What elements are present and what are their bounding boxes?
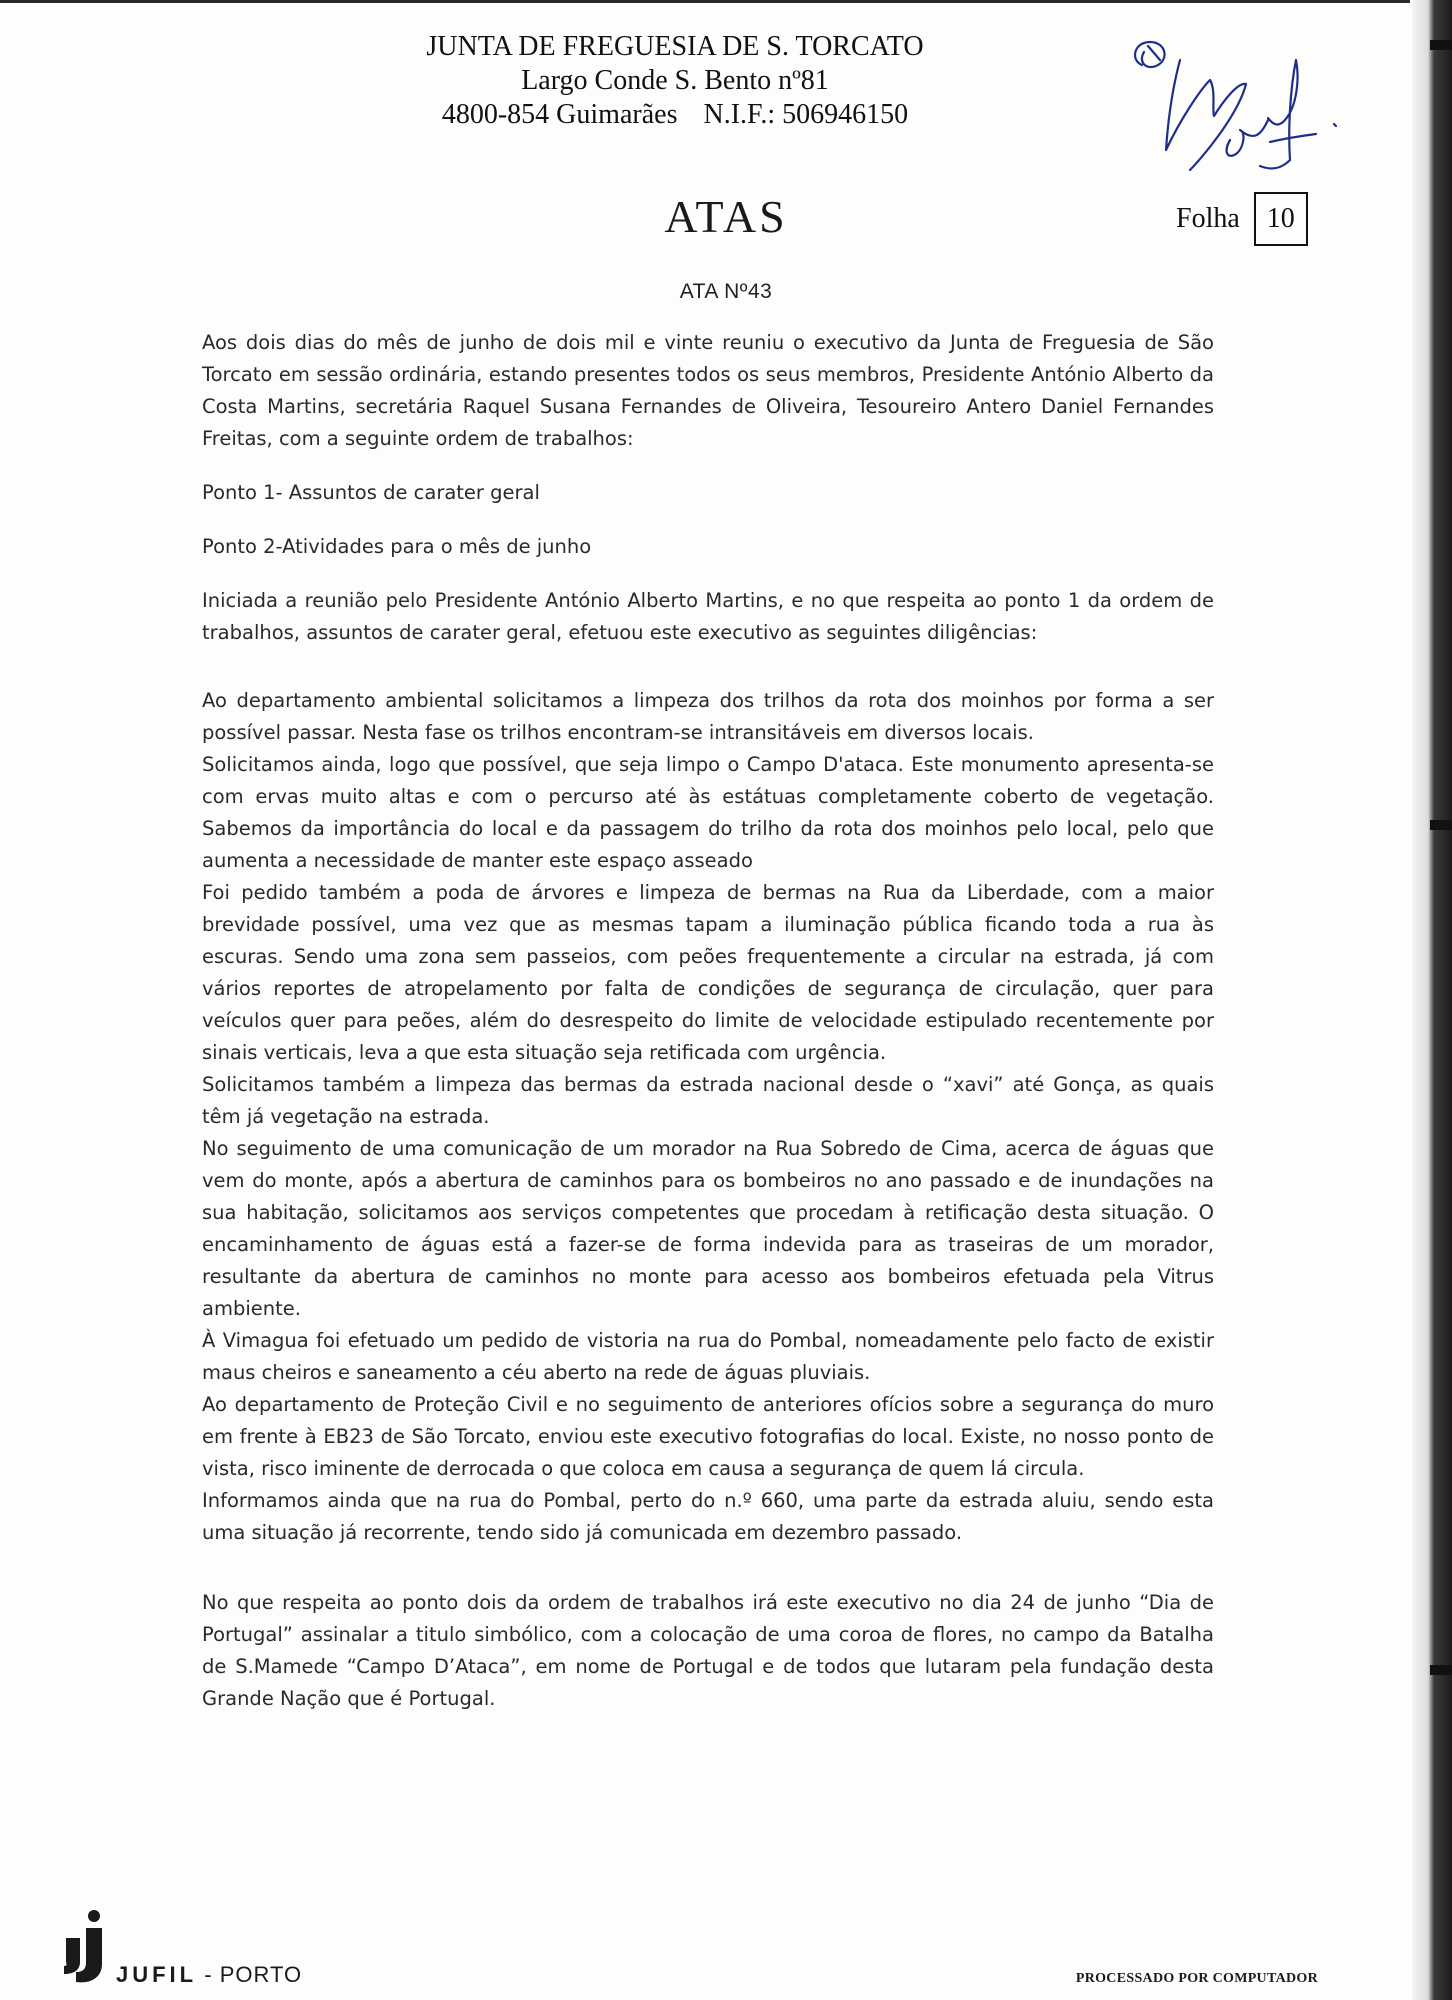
letterhead [360,30,990,132]
agenda-item: Ponto 2-Atividades para o mês de junho [202,535,592,558]
processed-by-computer: PROCESSADO POR COMPUTADOR [1075,1971,1318,1986]
diligence-paragraph: Solicitamos também a limpeza das bermas da estrada nacional desde o “xavi” até Gonça, as quais têm já vegetação na estrada. [202,1073,1214,1128]
minutes-body [202,327,1214,1715]
diligence-paragraph: No seguimento de uma comunicação de um morador na Rua Sobredo de Cima, acerca de águas que vem do monte, após a abertura de caminhos para os bombeiros no ano passado e de inundações na sua habitação, solicitamos aos serviços competentes que procedam à retificação desta situação. O encaminhamento de águas está a fazer-se de forma indevida para as traseiras de um morador, resultante da abertura de caminhos no monte para acesso aos bombeiros efetuada pela Vitrus ambiente. [202,1137,1214,1320]
diligences-list [202,685,1214,1549]
printer-brand [116,1962,302,1988]
diligence-paragraph: À Vimagua foi efetuado um pedido de vistoria na rua do Pombal, nomeadamente pelo facto de existir maus cheiros e saneamento a céu aberto na rede de águas pluviais. [202,1329,1214,1384]
sheet-number [1176,192,1308,246]
sheet-label: Folha [1176,203,1240,234]
printer-city: - PORTO [204,1962,303,1987]
jufil-logo-icon [48,1908,120,1984]
org-nif: N.I.F.: 506946150 [703,99,909,130]
org-city-nif [360,98,990,132]
printer-name: JUFIL [116,1962,198,1987]
diligence-paragraph: Informamos ainda que na rua do Pombal, perto do n.º 660, uma parte da estrada aluiu, sendo esta uma situação já recorrente, tendo sido já comunicada em dezembro passado. [202,1489,1214,1544]
org-address: Largo Conde S. Bento nº81 [521,65,829,96]
document-title: ATAS [664,191,788,242]
sheet-number-box: 10 [1254,192,1308,246]
meeting-start-paragraph: Iniciada a reunião pelo Presidente António Alberto Martins, e no que respeita ao ponto 1 da ordem de trabalhos, assuntos de carater geral, efetuou este executivo as seguintes diligências: [202,589,1214,644]
agenda-item: Ponto 1- Assuntos de carater geral [202,481,540,504]
org-name: JUNTA DE FREGUESIA DE S. TORCATO [426,31,924,62]
diligence-paragraph: Ao departamento ambiental solicitamos a limpeza dos trilhos da rota dos moinhos por forma a ser possível passar. Nesta fase os trilhos encontram-se intransitáveis em diversos locais. [202,689,1214,744]
diligence-paragraph: Ao departamento de Proteção Civil e no seguimento de anteriores ofícios sobre a segurança do muro em frente à EB23 de São Torcato, enviou este executivo fotografias do local. Existe, no nosso ponto de vista, risco iminente de derrocada o que coloca em causa a segurança de quem lá circula. [202,1393,1214,1480]
handwritten-signature [1120,20,1380,190]
org-city: 4800-854 Guimarães [441,99,678,130]
intro-paragraph: Aos dois dias do mês de junho de dois mil e vinte reuniu o executivo da Junta de Freguesia de São Torcato em sessão ordinária, estando presentes todos os seus membros, Presidente António Alberto da Costa Martins, secretária Raquel Susana Fernandes de Oliveira, Tesoureiro Antero Daniel Fernandes Freitas, com a seguinte ordem de trabalhos: [202,331,1214,450]
scan-top-edge [0,0,1410,3]
diligence-paragraph: Foi pedido também a poda de árvores e limpeza de bermas na Rua da Liberdade, com a maior brevidade possível, uma vez que as mesmas tapam a iluminação pública ficando toda a rua às escuras. Sendo uma zona sem passeios, com peões frequentemente a circular na estrada, já com vários reportes de atropelamento por falta de condições de segurança de circulação, quer para veículos quer para peões, além do desrespeito do limite de velocidade estipulado recentemente por sinais verticais, leva a que esta situação seja retificada com urgência. [202,881,1214,1064]
item-two-paragraph: No que respeita ao ponto dois da ordem de trabalhos irá este executivo no dia 24 de junho “Dia de Portugal” assinalar a titulo simbólico, com a colocação de uma coroa de flores, no campo da Batalha de S.Mamede “Campo D’Ataca”, em nome de Portugal e de todos que lutaram pela fundação desta Grande Nação que é Portugal. [202,1591,1214,1710]
edge-mark [1430,1665,1452,1675]
edge-mark [1430,40,1452,50]
edge-mark [1430,820,1452,830]
diligence-paragraph: Solicitamos ainda, logo que possível, que seja limpo o Campo D'ataca. Este monumento apresenta-se com ervas muito altas e com o percurso até às estátuas completamente coberto de vegetação. Sabemos da importância do local e da passagem do trilho da rota dos moinhos pelo local, pelo que aumenta a necessidade de manter este espaço asseado [202,753,1214,872]
minutes-number: ATA Nº43 [679,280,773,303]
